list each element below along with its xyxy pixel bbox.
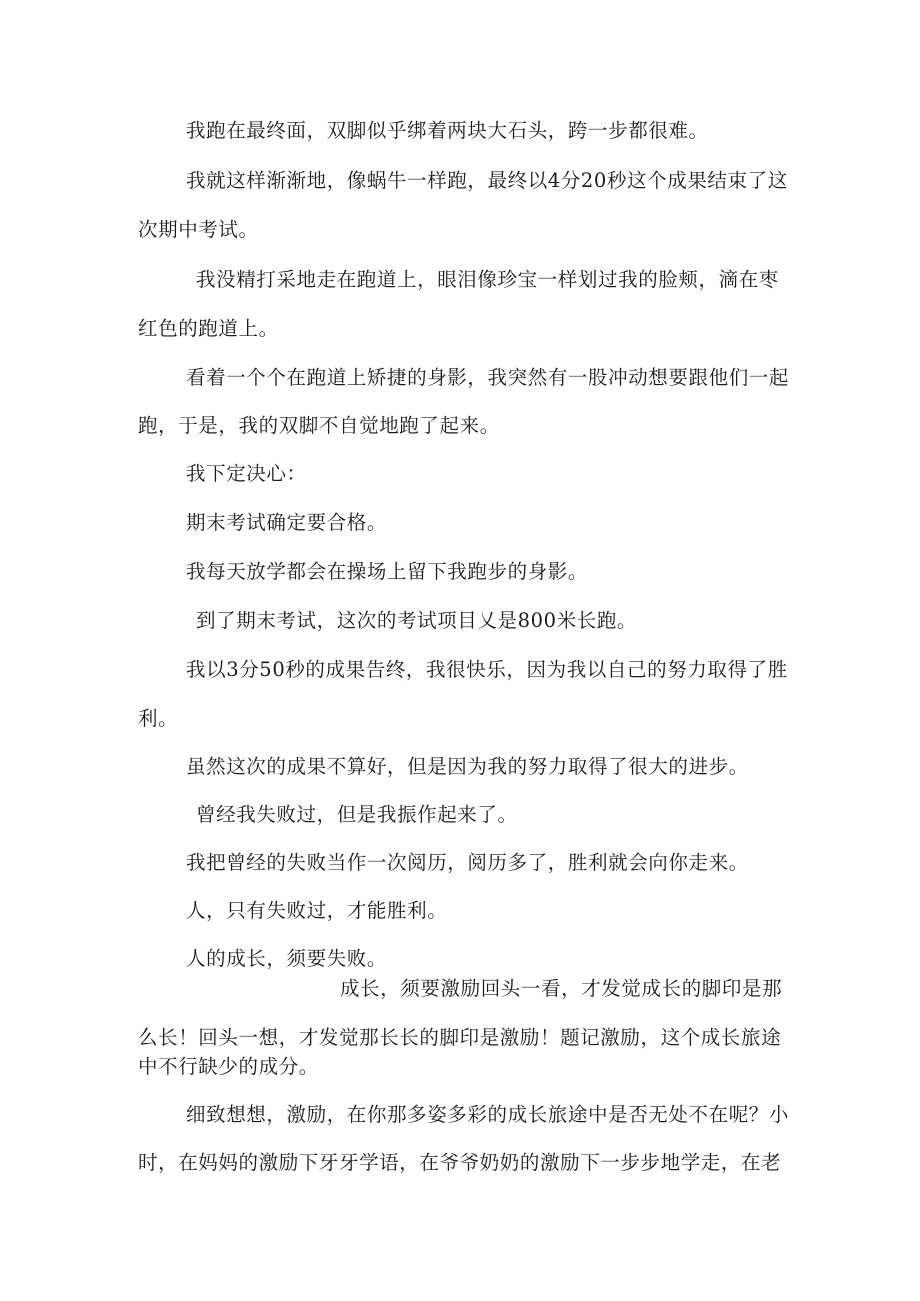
text-line: 我跑在最终面，双脚似乎绑着两块大石头，跨一步都很难。 <box>186 119 709 142</box>
text-line: 我以3分50秒的成果告终，我很快乐，因为我以自己的努力取得了胜 <box>186 658 788 681</box>
text-line: 我下定决心： <box>186 462 307 485</box>
text-line: 么长！回头一想，才发觉那长长的脚印是激励！题记激励，这个成长旅途 <box>138 1026 782 1049</box>
text-line: 时，在妈妈的激励下牙牙学语，在爷爷奶奶的激励下一步步地学走，在老 <box>138 1151 782 1174</box>
text-line: 跑，于是，我的双脚不自觉地跑了起来。 <box>138 414 500 437</box>
text-line: 次期中考试。 <box>138 218 259 241</box>
text-line: 成长，须要激励回头一看，才发觉成长的脚印是那 <box>340 977 783 1000</box>
text-line: 看着一个个在跑道上矫捷的身影，我突然有一股冲动想要跟他们一起 <box>186 366 790 389</box>
text-line: 利。 <box>138 707 179 730</box>
text-line: 我就这样渐渐地，像蜗牛一样跑，最终以4分20秒这个成果结束了这 <box>186 169 788 192</box>
text-line: 中不行缺少的成分。 <box>138 1055 319 1078</box>
text-line: 人，只有失败过，才能胜利。 <box>186 899 448 922</box>
text-line: 期末考试确定要合格。 <box>186 511 388 534</box>
text-line: 细致想想，激励，在你那多姿多彩的成长旅途中是否无处不在呢？小 <box>186 1103 790 1126</box>
text-line: 我没精打采地走在跑道上，眼泪像珍宝一样划过我的脸颊，滴在枣 <box>196 268 779 291</box>
text-line: 我每天放学都会在操场上留下我跑步的身影。 <box>186 560 589 583</box>
text-line: 曾经我失败过，但是我振作起来了。 <box>196 803 518 826</box>
text-line: 虽然这次的成果不算好，但是因为我的努力取得了很大的进步。 <box>186 755 749 778</box>
text-line: 人的成长，须要失败。 <box>186 947 388 970</box>
text-line: 红色的跑道上。 <box>138 317 279 340</box>
text-line: 到了期末考试，这次的考试项目乂是800米长跑。 <box>196 609 638 632</box>
text-line: 我把曾经的失败当作一次阅历，阅历多了，胜利就会向你走来。 <box>186 851 749 874</box>
